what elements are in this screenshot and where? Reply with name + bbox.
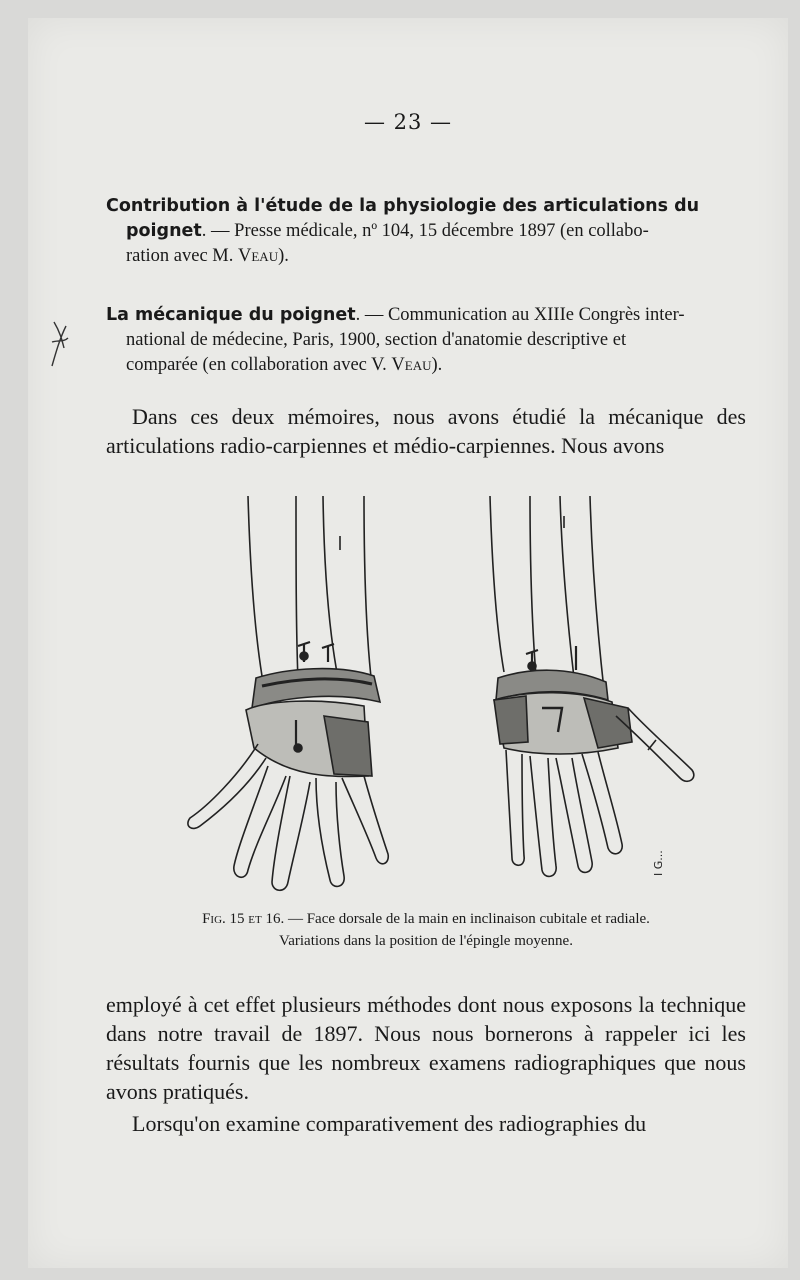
reference-1-title-cont: poignet [126,221,202,241]
reference-1-source: . — Presse médicale, nº 104, 15 décembre 1897 (en collabo- [201,221,649,241]
figure-caption-line-1: — Face dorsale de la main en inclinaison cubitale et radiale. [284,911,650,927]
reference-2-line2: national de médecine, Paris, 1900, section d'anatomie descriptive et [126,330,627,350]
wrist-illustration-figure [128,486,728,906]
left-hand-drawing [188,496,388,890]
page-number: — 23 — [363,110,453,134]
body-paragraph-2: employé à cet effet plusieurs méthodes dont nous exposons la technique dans notre travail de 1897. Nous nous bornerons à rappeler ici les résultats fournis que les nombreux examens radiographiques que nous avons pratiqués. [106,992,746,1104]
reference-2-title: La mécanique du poignet [106,305,356,325]
figure-caption [106,908,746,952]
reference-entry-2 [106,303,746,378]
body-paragraph-3: Lorsqu'on examine comparativement des radiographies du [132,1111,647,1136]
reference-1-end: ). [278,246,289,266]
reference-1-title: Contribution à l'étude de la physiologie des articulations du [106,196,700,216]
reference-2-source: . — Communication au XIIIe Congrès inter- [355,305,685,325]
reference-2-collab: comparée (en collaboration avec V. [126,355,392,375]
reference-2-end: ). [431,355,443,375]
body-paragraph-1: Dans ces deux mémoires, nous avons étudié la mécanique des articulations radio-carpiennes et médio-carpiennes. Nous avons [106,404,746,458]
handwritten-margin-mark [48,318,72,370]
reference-1-author: Veau [238,246,279,266]
reference-entry-1 [106,194,746,269]
figure-label: Fig. 15 et 16. [202,911,285,927]
figure-caption-line-2: Variations dans la position de l'épingle moyenne. [279,933,573,949]
reference-2-author: Veau [391,355,432,375]
engraver-signature: I G... [652,850,665,876]
reference-1-collab: ration avec M. [126,246,238,266]
book-page [28,18,788,1268]
right-hand-drawing [490,496,694,876]
